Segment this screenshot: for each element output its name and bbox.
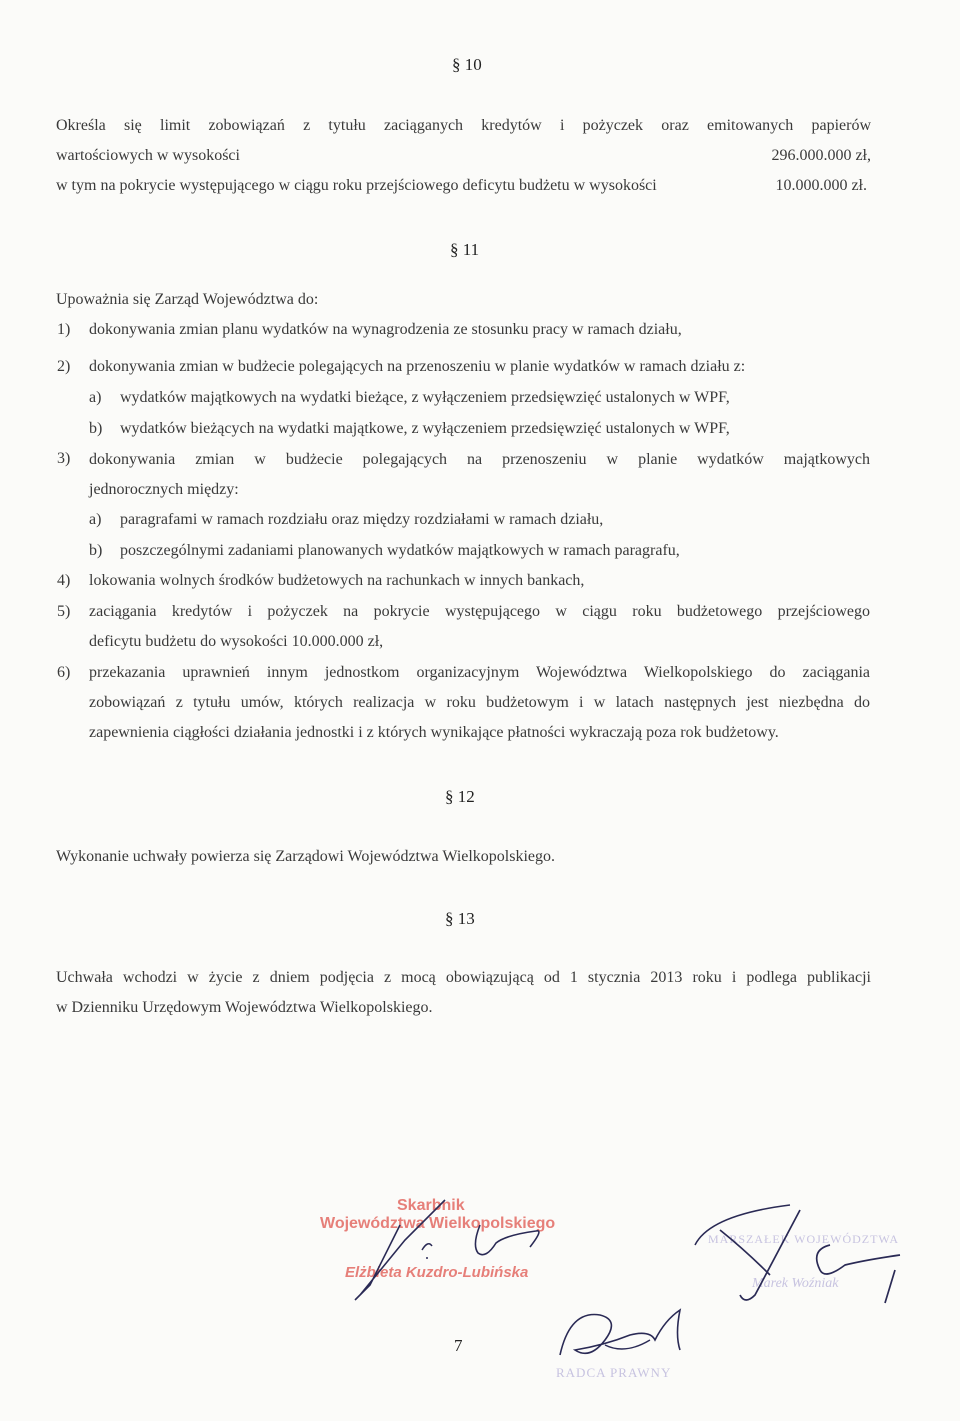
- limit-amount: 296.000.000 zł,: [771, 147, 871, 164]
- section-10-line-2-text: wartościowych w wysokości: [56, 147, 240, 164]
- item-text: lokowania wolnych środków budżetowych na rachunkach w innych bankach,: [89, 572, 585, 589]
- subitem-text: paragrafami w ramach rozdziału oraz między rozdziałami w ramach działu,: [120, 511, 604, 528]
- treasurer-stamp-org: Województwa Wielkopolskiego: [320, 1215, 556, 1232]
- item-number: 1): [57, 321, 71, 338]
- section-12-heading: § 12: [445, 787, 475, 806]
- subitem-text: wydatków majątkowych na wydatki bieżące, z wyłączeniem przedsięwzięć ustalonych w WPF,: [120, 389, 730, 406]
- section-13-line-2: w Dzienniku Urzędowym Województwa Wielkopolskiego.: [56, 999, 433, 1016]
- section-10-line-2: [56, 141, 871, 171]
- section-10-line-1: Określa się limit zobowiązań z tytułu zaciąganych kredytów i pożyczek oraz emitowanych papierów: [56, 117, 871, 134]
- item-number: 6): [57, 664, 71, 681]
- item-text-multiline: [89, 658, 870, 748]
- item-text-multiline: [89, 597, 870, 657]
- marshal-stamp-name: Marek Woźniak: [752, 1276, 839, 1291]
- item-line: dokonywania zmian w budżecie polegających na przenoszeniu w planie wydatków majątkowych: [89, 451, 870, 468]
- subitem-letter: b): [89, 542, 103, 559]
- item-line: jednorocznych między:: [89, 481, 239, 498]
- item-number: 5): [57, 603, 71, 620]
- section-13-line-1: Uchwała wchodzi w życie z dniem podjęcia z mocą obowiązującą od 1 stycznia 2013 roku i podlega publikacji: [56, 969, 871, 986]
- treasurer-stamp-title: Skarbnik: [397, 1197, 465, 1214]
- item-line: zaciągania kredytów i pożyczek na pokrycie występującego w ciągu roku budżetowego przejściowego: [89, 603, 870, 620]
- section-13-heading: § 13: [445, 909, 475, 928]
- legal-signature: [540, 1300, 700, 1375]
- subitem-letter: a): [89, 511, 102, 528]
- subitem-text: wydatków bieżących na wydatki majątkowe, z wyłączeniem przedsięwzięć ustalonych w WPF,: [120, 420, 730, 437]
- legal-stamp-title: RADCA PRAWNY: [556, 1365, 672, 1380]
- marshal-signature: [680, 1195, 930, 1310]
- item-number: 4): [57, 572, 71, 589]
- section-10-line-3: [56, 171, 871, 201]
- item-text: dokonywania zmian w budżecie polegających na przenoszeniu w planie wydatków w ramach działu z:: [89, 358, 746, 375]
- item-line: zapewnienia ciągłości działania jednostki i z których wynikające płatności wykraczają poza rok budżetowy.: [89, 724, 779, 741]
- section-10-line-3-text: w tym na pokrycie występującego w ciągu roku przejściowego deficytu budżetu w wysokości: [56, 177, 657, 194]
- item-line: deficytu budżetu do wysokości 10.000.000 zł,: [89, 633, 384, 650]
- section-10-body: [56, 111, 871, 201]
- section-10-heading: § 10: [452, 55, 482, 74]
- section-11-heading: § 11: [450, 240, 480, 259]
- treasurer-stamp-name: Elżbieta Kuzdro-Lubińska: [345, 1264, 529, 1281]
- treasurer-signature: [330, 1195, 570, 1305]
- item-text: dokonywania zmian planu wydatków na wynagrodzenia ze stosunku pracy w ramach działu,: [89, 321, 682, 338]
- section-13-body: [56, 963, 871, 1023]
- item-number: 3): [57, 450, 71, 467]
- item-text-multiline: [89, 445, 870, 505]
- subitem-letter: a): [89, 389, 102, 406]
- marshal-stamp-title: MARSZAŁEK WOJEWÓDZTWA: [708, 1232, 900, 1246]
- subitem-text: poszczególnymi zadaniami planowanych wydatków majątkowych w ramach paragrafu,: [120, 542, 680, 559]
- deficit-amount: 10.000.000 zł.: [775, 177, 867, 194]
- item-number: 2): [57, 358, 71, 375]
- item-line: zobowiązań z tytułu umów, których realizacja w roku budżetowym i w latach następnych jest niezbędna do: [89, 694, 870, 711]
- section-12-text: Wykonanie uchwały powierza się Zarządowi Województwa Wielkopolskiego.: [56, 848, 556, 865]
- section-11-intro: Upoważnia się Zarząd Województwa do:: [56, 291, 319, 308]
- subitem-letter: b): [89, 420, 103, 437]
- item-line: przekazania uprawnień innym jednostkom organizacyjnym Województwa Wielkopolskiego do zaciągania: [89, 664, 870, 681]
- page-number: 7: [454, 1336, 463, 1355]
